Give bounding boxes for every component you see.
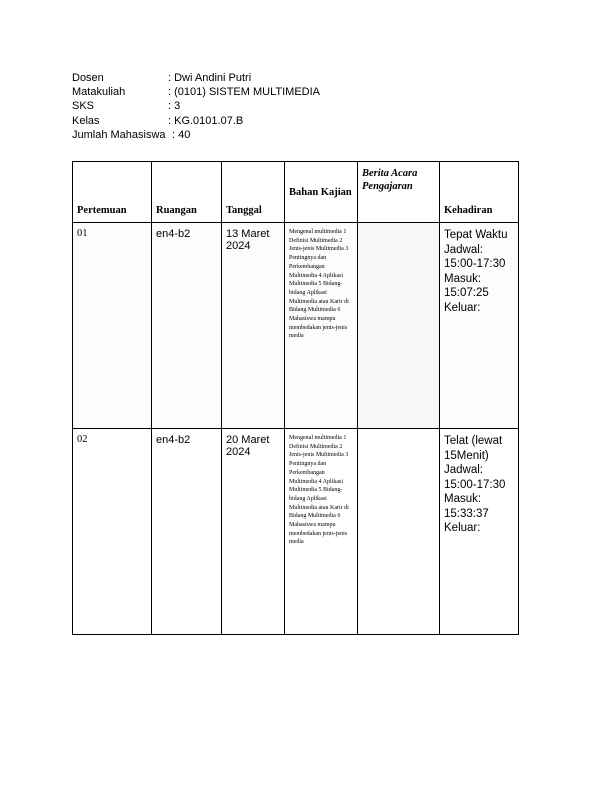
matakuliah-value: : (0101) SISTEM MULTIMEDIA — [168, 86, 320, 99]
cell-berita-acara — [358, 223, 440, 429]
sks-label: SKS — [72, 100, 95, 113]
header-kehadiran: Kehadiran — [440, 162, 519, 223]
matakuliah-label: Matakuliah — [72, 86, 126, 99]
header-ruangan: Ruangan — [152, 162, 222, 223]
cell-tanggal: 20 Maret 2024 — [222, 429, 285, 635]
sks-value: : 3 — [168, 100, 181, 113]
table-header-row — [73, 162, 519, 223]
cell-tanggal: 13 Maret 2024 — [222, 223, 285, 429]
cell-bahan-kajian: Mengenal multimedia 1 Definisi Multimedia 2 Jenis-jenis Multimedia 3 Pentingnya dan Perkembangan Multimedia 4 Aplikasi Multimedia 5 Bidang-bidang Aplikasi Multimedia atau Karir di Bidang Multimedia 6 Mahasiswa mampu membedakan jenis-jenis media — [285, 429, 358, 635]
attendance-table — [72, 161, 519, 635]
kelas-value: : KG.0101.07.B — [168, 114, 244, 127]
header-berita-acara: Berita Acara Pengajaran — [358, 162, 440, 223]
dosen-value: : Dwi Andini Putri — [168, 72, 252, 84]
cell-kehadiran: Tepat Waktu Jadwal: 15:00-17:30 Masuk: 15:07:25 Keluar: — [440, 223, 519, 429]
info-row-jumlah — [72, 128, 320, 142]
kelas-label: Kelas — [72, 114, 100, 127]
cell-kehadiran: Telat (lewat 15Menit) Jadwal: 15:00-17:30 Masuk: 15:33:37 Keluar: — [440, 429, 519, 635]
cell-ruangan: en4-b2 — [152, 429, 222, 635]
jumlah-label: Jumlah Mahasiswa — [72, 128, 166, 141]
dosen-label: Dosen — [72, 72, 104, 84]
header-pertemuan: Pertemuan — [73, 162, 152, 223]
cell-pertemuan: 01 — [73, 223, 152, 429]
jumlah-value: : 40 — [172, 128, 191, 141]
info-row-kelas — [72, 114, 320, 128]
header-bahan-kajian: Bahan Kajian — [285, 162, 358, 223]
cell-bahan-kajian: Mengenal multimedia 1 Definisi Multimedia 2 Jenis-jenis Multimedia 3 Pentingnya dan Perkembangan Multimedia 4 Aplikasi Multimedia 5 Bidang-bidang Aplikasi Multimedia atau Karir di Bidang Multimedia 6 Mahasiswa mampu membedakan jenis-jenis media — [285, 223, 358, 429]
table-row — [73, 429, 519, 635]
info-row-matakuliah — [72, 85, 320, 99]
header-tanggal: Tanggal — [222, 162, 285, 223]
info-row-dosen — [72, 71, 320, 85]
cell-pertemuan: 02 — [73, 429, 152, 635]
info-row-sks — [72, 99, 320, 113]
cell-ruangan: en4-b2 — [152, 223, 222, 429]
cell-berita-acara — [358, 429, 440, 635]
table-row — [73, 223, 519, 429]
course-info — [72, 71, 320, 142]
